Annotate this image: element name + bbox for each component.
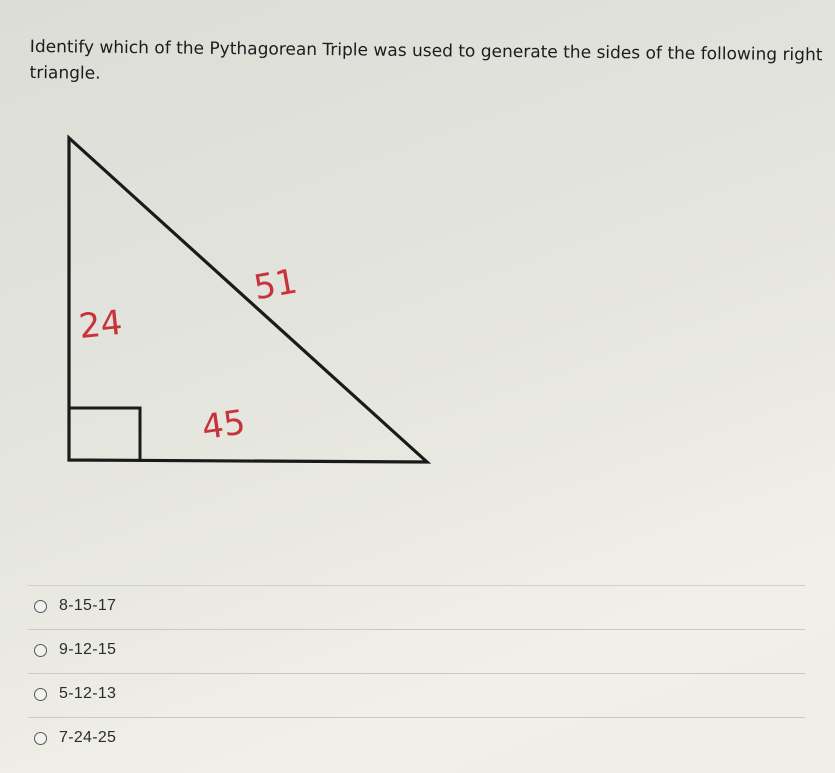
triangle-diagram <box>40 120 460 490</box>
radio-button[interactable] <box>34 600 47 613</box>
right-angle-marker <box>69 408 140 460</box>
base-side-label: 45 <box>199 402 248 449</box>
radio-button[interactable] <box>34 644 47 657</box>
radio-button[interactable] <box>34 732 47 745</box>
option-3[interactable] <box>28 673 805 717</box>
triangle-outline <box>69 138 427 462</box>
hypotenuse-label: 51 <box>250 261 301 309</box>
answer-options <box>0 585 835 761</box>
option-label: 5-12-13 <box>59 685 117 702</box>
question-text: Identify which of the Pythagorean Triple was used to generate the sides of the following right triangle. <box>29 36 823 84</box>
vertical-side-label: 24 <box>77 302 125 348</box>
radio-button[interactable] <box>34 688 47 701</box>
option-2[interactable] <box>28 629 805 673</box>
option-label: 9-12-15 <box>59 641 117 658</box>
option-1[interactable] <box>28 585 805 629</box>
option-label: 8-15-17 <box>59 597 117 614</box>
option-label: 7-24-25 <box>59 729 117 746</box>
right-triangle-figure <box>40 120 460 490</box>
option-4[interactable] <box>28 717 805 761</box>
